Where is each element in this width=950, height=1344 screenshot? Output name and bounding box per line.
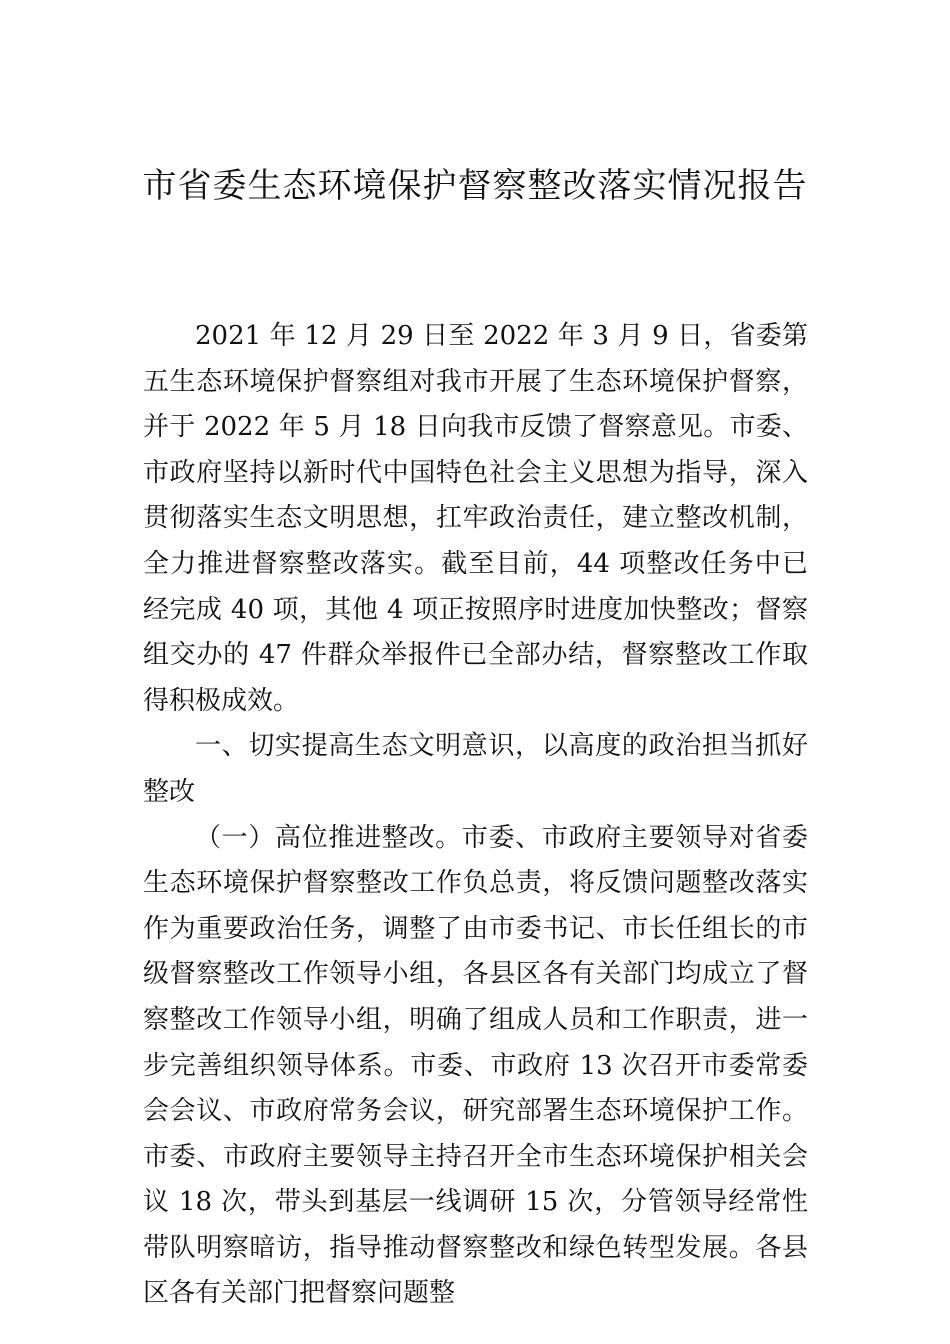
subsection-paragraph-1: （一）高位推进整改。市委、市政府主要领导对省委生态环境保护督察整改工作负总责，将反馈问题整改落实作为重要政治任务，调整了由市委书记、市长任组长的市级督察整改工作领导小组，各县区各有关部门均成立了督察整改工作领导小组，明确了组成人员和工作职责，进一步完善组织领导体系。市委、市政府 13 次召开市委常委会会议、市政府常务会议，研究部署生态环境保护工作。市委、市政府主要领导主持召开全市生态环境保护相关会议 18 次，带头到基层一线调研 15 次，分管领导经常性带队明察暗访，指导推动督察整改和绿色转型发展。各县区各有关部门把督察问题整 bbox=[143, 822, 808, 1309]
document-title: 市省委生态环境保护督察整改落实情况报告 bbox=[142, 166, 808, 206]
document-body bbox=[143, 314, 808, 1317]
intro-paragraph: 2021 年 12 月 29 日至 2022 年 3 月 9 日，省委第五生态环境保护督察组对我市开展了生态环境保护督察，并于 2022 年 5 月 18 日向我市反馈了督察意见。市委、市政府坚持以新时代中国特色社会主义思想为指导，深入贯彻落实生态文明思想，扛牢政治责任，建立整改机制，全力推进督察整改落实。截至目前，44 项整改任务中已经完成 40 项，其他 4 项正按照序时进度加快整改；督察组交办的 47 件群众举报件已全部办结，督察整改工作取得积极成效。 bbox=[143, 321, 808, 716]
section-heading-1: 一、切实提高生态文明意识，以高度的政治担当抓好整改 bbox=[143, 731, 808, 807]
